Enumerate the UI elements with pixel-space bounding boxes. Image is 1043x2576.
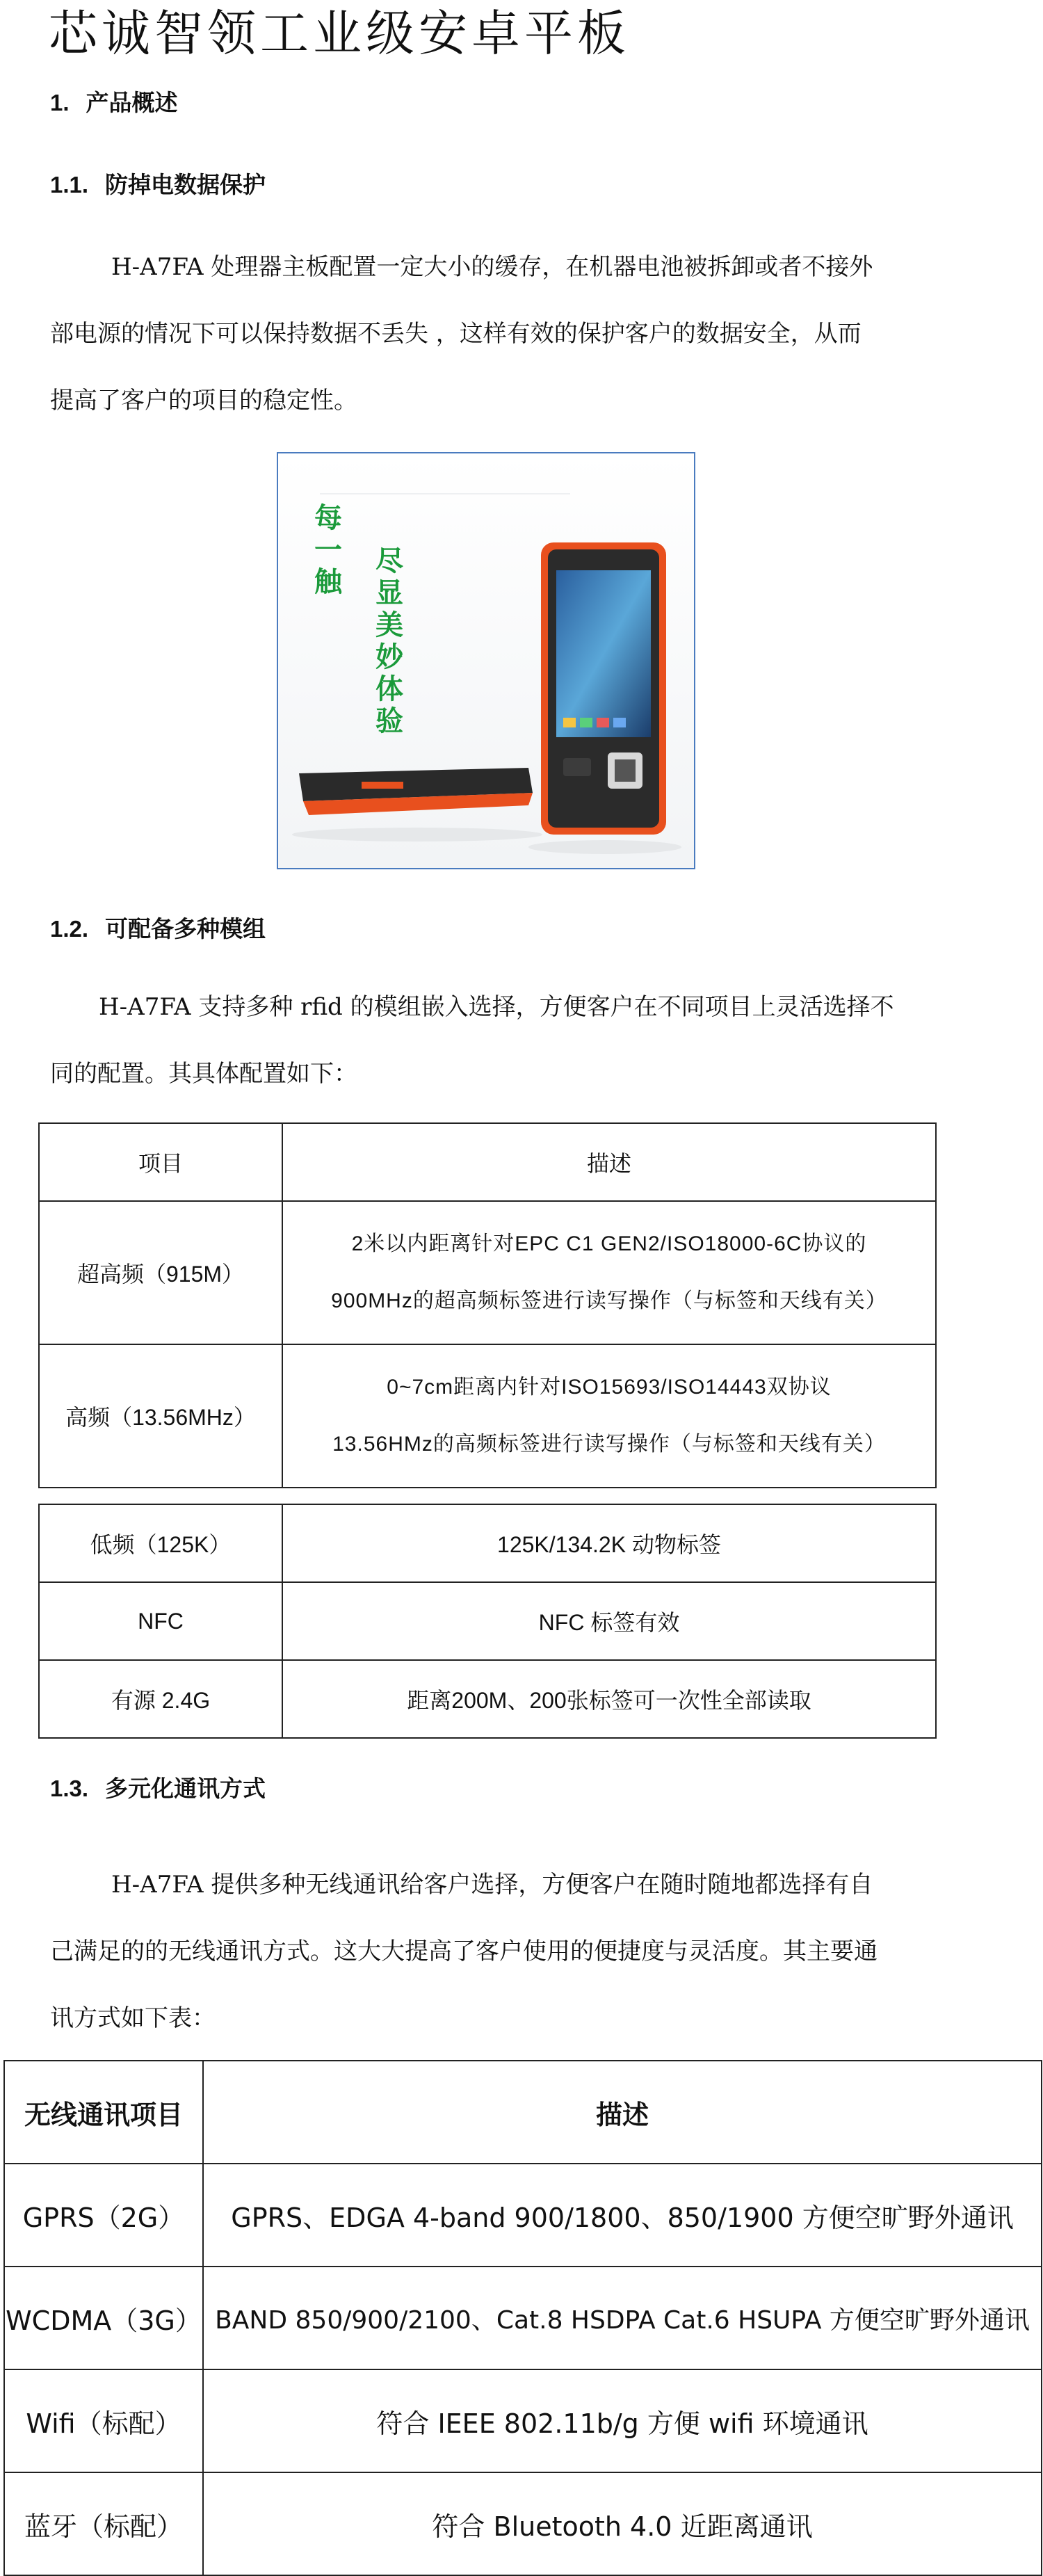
section-heading-1 [50, 85, 178, 118]
table-header-row [4, 2061, 1042, 2164]
table-row [39, 1582, 936, 1660]
table-row [39, 1660, 936, 1738]
desc-cell: GPRS、EDGA 4-band 900/1800、850/1900 方便空旷野外通讯 [203, 2164, 1042, 2267]
item-cell: 蓝牙（标配） [4, 2472, 203, 2575]
communication-table [3, 2060, 1042, 2576]
slogan-left: 每一触 [314, 502, 342, 598]
paragraph-line: 讯方式如下表： [50, 2004, 216, 2032]
header-cell: 描述 [282, 1123, 936, 1201]
header-cell: 描述 [203, 2061, 1042, 2164]
section-label: 可配备多种模组 [105, 915, 266, 942]
section-heading-1-3 [50, 1771, 266, 1803]
item-cell: GPRS（2G） [4, 2164, 203, 2267]
desc-cell: 符合 Bluetooth 4.0 近距离通讯 [203, 2472, 1042, 2575]
section-label: 产品概述 [86, 89, 178, 116]
desc-cell: 距离200M、200张标签可一次性全部读取 [282, 1660, 936, 1738]
desc-line: 2米以内距离针对EPC C1 GEN2/ISO18000-6C协议的 [351, 1232, 867, 1255]
table-row [4, 2267, 1042, 2369]
section-label: 多元化通讯方式 [105, 1775, 266, 1802]
rfid-table-continued [38, 1504, 937, 1739]
rfid-table [38, 1122, 937, 1488]
desc-cell: 符合 IEEE 802.11b/g 方便 wifi 环境通讯 [203, 2369, 1042, 2472]
desc-cell [282, 1201, 936, 1344]
paragraph-communication [50, 1851, 933, 2052]
table-row [4, 2472, 1042, 2575]
table-row [4, 2369, 1042, 2472]
paragraph-line: 同的配置。其具体配置如下： [50, 1060, 357, 1088]
paragraph-line: 提高了客户的项目的稳定性。 [50, 387, 357, 414]
section-number: 1.3. [50, 1776, 89, 1801]
header-cell: 项目 [39, 1123, 282, 1201]
section-heading-1-2 [50, 911, 266, 944]
item-cell: 超高频（915M） [39, 1201, 282, 1344]
section-number: 1.2. [50, 916, 89, 942]
header-cell: 无线通讯项目 [4, 2061, 203, 2164]
item-cell: 高频（13.56MHz） [39, 1344, 282, 1488]
desc-line: 0~7cm距离内针对ISO15693/ISO14443双协议 [387, 1376, 832, 1399]
item-cell: NFC [39, 1582, 282, 1660]
paragraph-line: H-A7FA 提供多种无线通讯给客户选择，方便客户在随时随地都选择有自 [111, 1871, 873, 1899]
section-number: 1.1. [50, 172, 89, 198]
paragraph-line: 部电源的情况下可以保持数据不丢失 ，这样有效的保护客户的数据安全，从而 [50, 320, 862, 348]
paragraph-line: 己满足的的无线通讯方式。这大大提高了客户使用的便捷度与灵活度。其主要通 [50, 1938, 878, 1965]
desc-line: 13.56HMz的高频标签进行读写操作（与标签和天线有关） [332, 1433, 886, 1456]
desc-cell: BAND 850/900/2100、Cat.8 HSDPA Cat.6 HSUPA 方便空旷野外通讯 [203, 2267, 1042, 2369]
item-cell: Wifi（标配） [4, 2369, 203, 2472]
item-cell: WCDMA（3G） [4, 2267, 203, 2369]
section-heading-1-1 [50, 167, 266, 200]
table-header-row [39, 1123, 936, 1201]
standing-tablet [528, 542, 681, 854]
item-cell: 低频（125K） [39, 1504, 282, 1582]
slogan-right: 尽显美妙体验 [375, 545, 403, 737]
desc-cell: NFC 标签有效 [282, 1582, 936, 1660]
desc-cell [282, 1344, 936, 1488]
item-cell: 有源 2.4G [39, 1660, 282, 1738]
paragraph-line: H-A7FA 处理器主板配置一定大小的缓存，在机器电池被拆卸或者不接外 [111, 253, 873, 281]
table-row [4, 2164, 1042, 2267]
paragraph-power-protection [50, 234, 933, 434]
section-label: 防掉电数据保护 [105, 171, 266, 198]
table-row [39, 1344, 936, 1488]
desc-cell: 125K/134.2K 动物标签 [282, 1504, 936, 1582]
product-image [277, 452, 695, 869]
section-number: 1. [50, 90, 70, 115]
document-title: 芯诚智领工业级安卓平板 [49, 5, 630, 62]
paragraph-line: H-A7FA 支持多种 rfid 的模组嵌入选择，方便客户在不同项目上灵活选择不 [99, 993, 894, 1021]
paragraph-modules [50, 974, 933, 1107]
desc-line: 900MHz的超高频标签进行读写操作（与标签和天线有关） [331, 1289, 887, 1312]
flat-tablet [292, 768, 542, 842]
table-row [39, 1201, 936, 1344]
table-row [39, 1504, 936, 1582]
